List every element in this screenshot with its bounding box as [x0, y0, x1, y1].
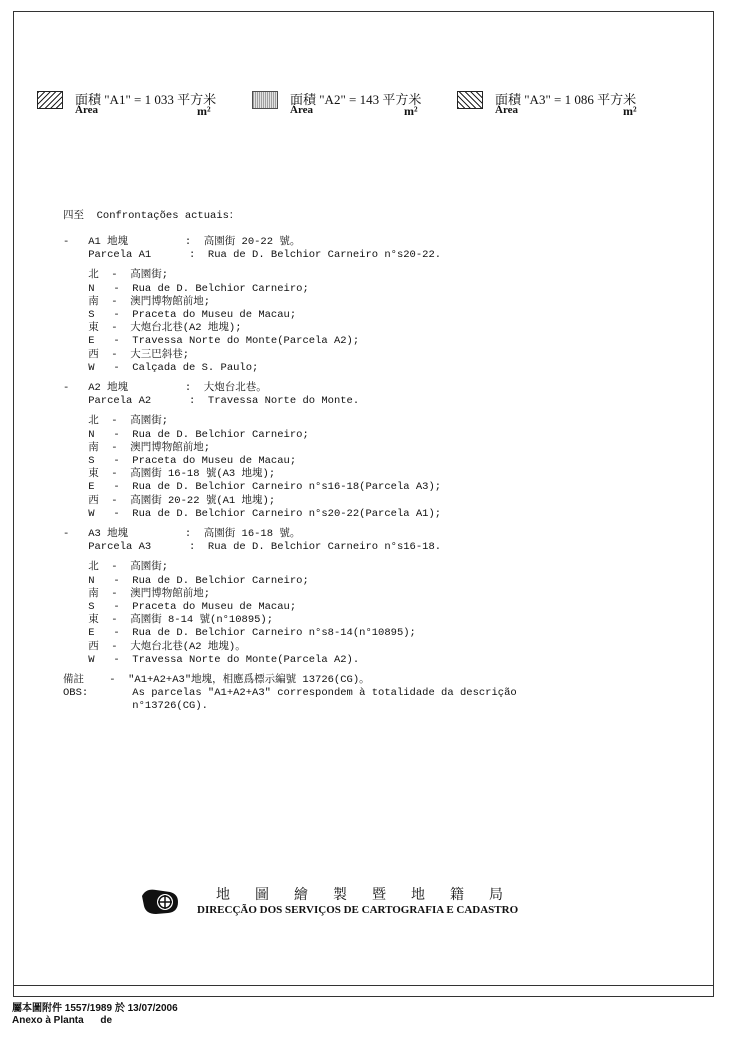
text-line: 南 - 澳門博物館前地;: [63, 295, 211, 308]
area-legend: [37, 89, 697, 121]
text-line: - A3 地塊 : 高園街 16-18 號。: [63, 528, 301, 540]
legend-a3-area-label: Área: [495, 104, 519, 116]
text-line: 北 - 高園街;: [63, 561, 169, 574]
footer-line-2: Anexo à Planta de: [12, 1015, 113, 1026]
text-line: Parcela A2 : Travessa Norte do Monte.: [63, 395, 360, 408]
hatch-a1-swatch: [37, 91, 63, 109]
text-line: - A2 地塊 : 大炮台北巷。: [63, 382, 267, 394]
text-line: 北 - 高園街;: [63, 269, 169, 282]
text-line: 東 - 高園街 8-14 號(n°10895);: [63, 614, 274, 627]
text-line: S - Praceta do Museu de Macau;: [63, 601, 297, 613]
hatch-a2-swatch: [252, 91, 278, 109]
text-line: 南 - 澳門博物館前地;: [63, 441, 211, 454]
text-line: 西 - 大炮台北巷(A2 地塊)。: [63, 640, 246, 653]
cadastre-logo: [140, 882, 580, 922]
text-line: 備註 - "A1+A2+A3"地塊，相應爲標示編號 13726(CG)。: [63, 674, 370, 686]
text-line: 西 - 高園街 20-22 號(A1 地塊);: [63, 494, 276, 507]
text-line: 北 - 高園街;: [63, 415, 169, 428]
text-line: E - Travessa Norte do Monte(Parcela A2);: [63, 335, 360, 348]
footer-annex-note: [12, 1003, 178, 1027]
legend-a2-text: 面積 "A2" = 143 平方米: [290, 92, 422, 107]
text-line: N - Rua de D. Belchior Carneiro;: [63, 428, 309, 441]
frame-divider: [13, 985, 714, 986]
text-line: 東 - 高園街 16-18 號(A3 地塊);: [63, 468, 276, 481]
text-line: W - Travessa Norte do Monte(Parcela A2).: [63, 653, 360, 666]
text-line: 南 - 澳門博物館前地;: [63, 587, 211, 600]
legend-a3-text: 面積 "A3" = 1 086 平方米: [495, 92, 637, 107]
text-line: W - Rua de D. Belchior Carneiro n°s20-22(Parcela A1);: [63, 507, 442, 520]
text-line: S - Praceta do Museu de Macau;: [63, 309, 297, 321]
legend-a3-unit: m²: [623, 104, 637, 118]
text-line: E - Rua de D. Belchior Carneiro n°s8-14(n°10895);: [63, 627, 416, 640]
text-line: E - Rua de D. Belchior Carneiro n°s16-18(Parcela A3);: [63, 481, 442, 494]
cadastre-logo-icon: [140, 886, 180, 916]
text-line: Parcela A1 : Rua de D. Belchior Carneiro n°s20-22.: [63, 249, 442, 262]
text-line: 西 - 大三巴斜巷;: [63, 348, 190, 361]
text-line: S - Praceta do Museu de Macau;: [63, 455, 297, 467]
text-line: W - Calçada de S. Paulo;: [63, 361, 259, 374]
legend-a2-area-label: Área: [290, 104, 314, 116]
footer-line-1: 屬本圖附件 1557/1989 於 13/07/2006: [12, 1003, 178, 1014]
text-line: n°13726(CG).: [63, 700, 208, 713]
legend-a1-text: 面積 "A1" = 1 033 平方米: [75, 92, 217, 107]
text-line: N - Rua de D. Belchior Carneiro;: [63, 574, 309, 587]
text-line: 東 - 大炮台北巷(A2 地塊);: [63, 322, 242, 335]
text-line: - A1 地塊 : 高園街 20-22 號。: [63, 236, 301, 248]
text-line: N - Rua de D. Belchior Carneiro;: [63, 282, 309, 295]
hatch-a3-swatch: [457, 91, 483, 109]
logo-portuguese-name: DIRECÇÃO DOS SERVIÇOS DE CARTOGRAFIA E CADASTRO: [197, 904, 519, 916]
legend-a2-unit: m²: [404, 104, 418, 118]
text-line: Parcela A3 : Rua de D. Belchior Carneiro n°s16-18.: [63, 541, 442, 554]
confrontations-heading: 四至 Confrontações actuais：: [63, 210, 240, 222]
legend-a1-area-label: Área: [75, 104, 99, 116]
legend-a1-unit: m²: [197, 104, 211, 118]
text-line: OBS: As parcelas "A1+A2+A3" correspondem à totalidade da descrição: [63, 687, 517, 700]
logo-chinese-name: 地圖繪製暨地籍局: [216, 888, 528, 903]
